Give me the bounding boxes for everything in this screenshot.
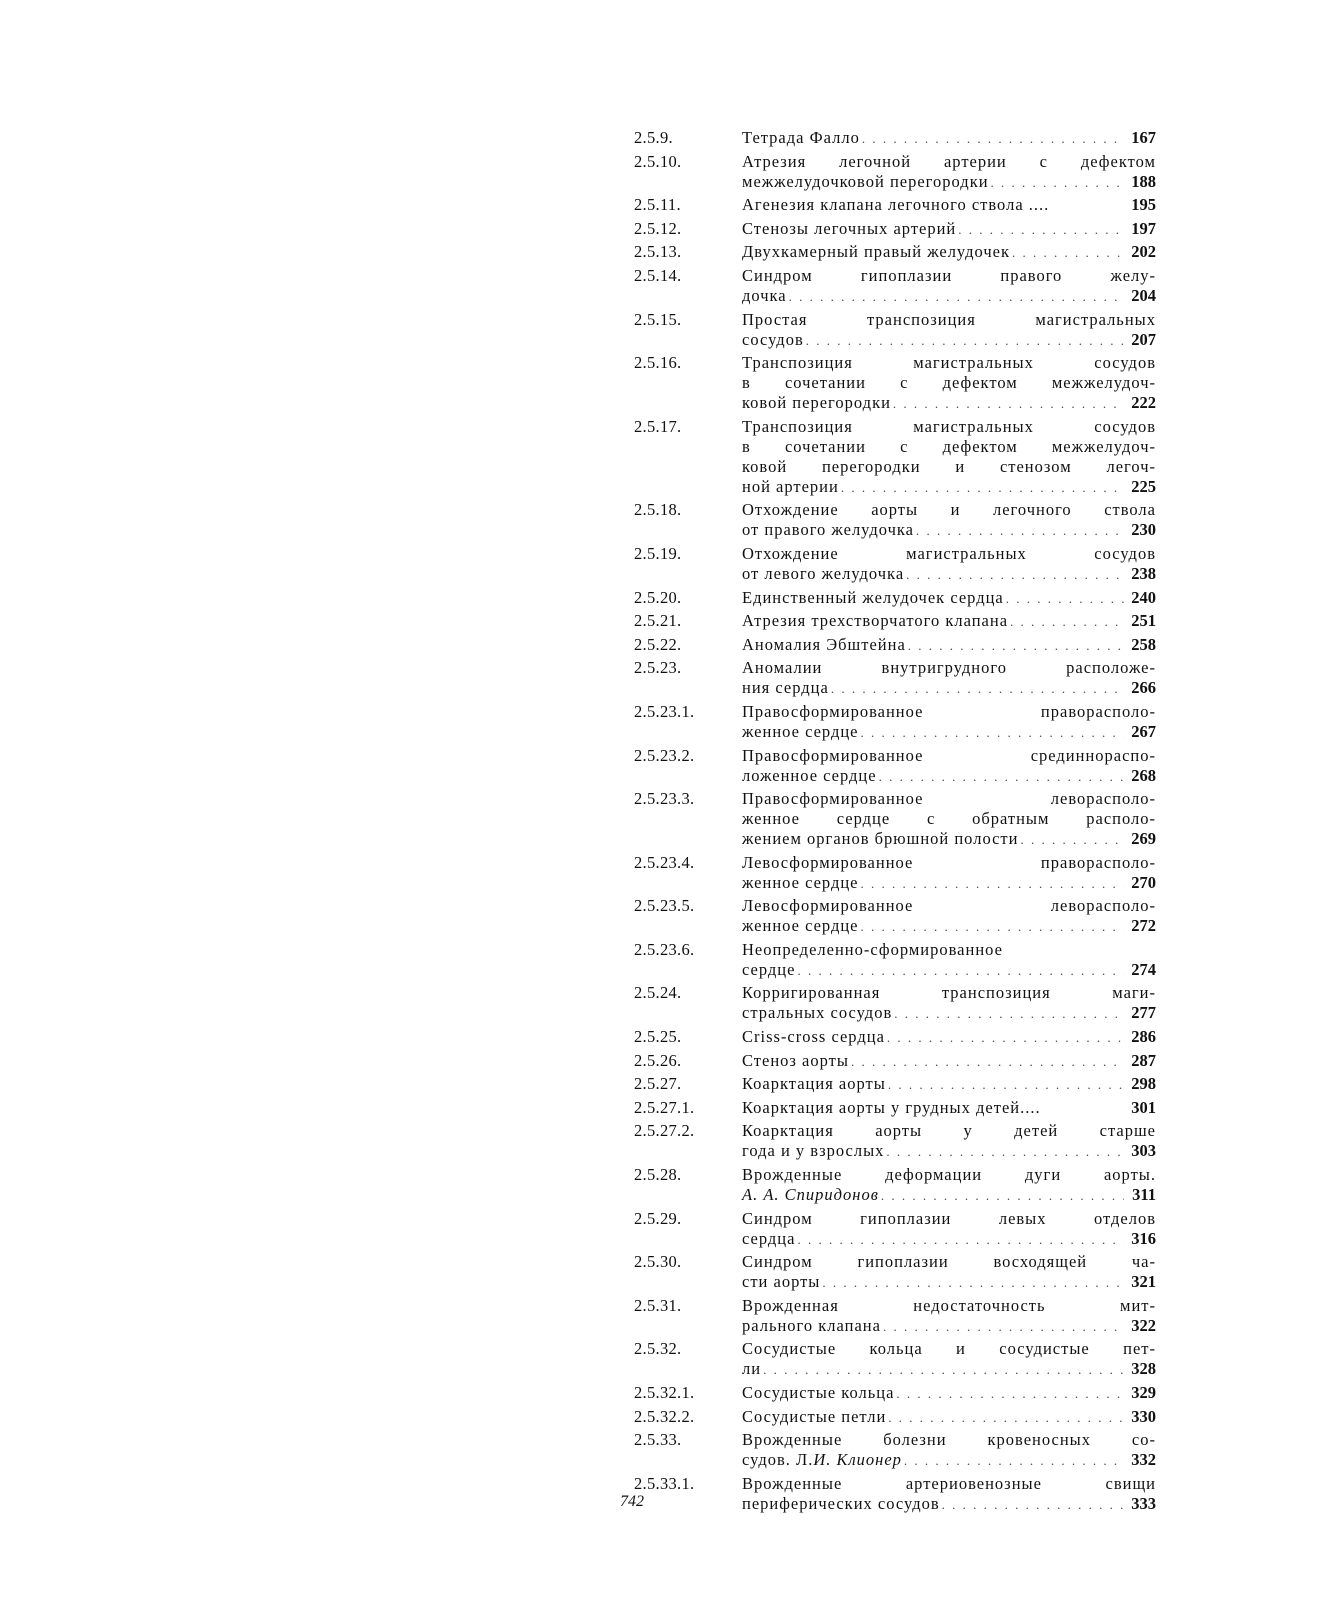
section-number: 2.5.23.1. [634,701,695,721]
title-line: Транспозиция магистральных сосудов [742,353,1156,373]
section-number: 2.5.18. [634,500,682,520]
entry-title [742,853,1156,894]
title-line-final [742,564,1156,585]
toc-entry [634,1383,1156,1404]
toc-entry [634,195,1156,216]
dot-leader [908,636,1124,656]
title-text: ли [742,1359,762,1379]
author-name: И. Клионер [813,1450,902,1470]
dot-leader [822,1273,1124,1293]
title-text: сердца [742,1228,796,1248]
title-text: Коарктация аорты [742,1074,886,1094]
dot-leader [916,521,1124,541]
section-number: 2.5.17. [634,416,682,436]
toc-entry [634,1209,1156,1250]
title-text: ковой перегородки [742,393,891,413]
toc-entry [634,1296,1156,1337]
title-line: Транспозиция магистральных сосудов [742,416,1156,436]
title-line-final [742,1272,1156,1293]
page-reference: 197 [1131,218,1156,238]
title-line-final [742,172,1156,193]
title-line-final [742,588,1156,609]
page-reference: 311 [1132,1185,1156,1205]
entry-title [742,1339,1156,1380]
title-line-final [742,1407,1156,1428]
page-reference: 316 [1131,1228,1156,1248]
toc-entry [634,242,1156,263]
page-reference: 321 [1131,1272,1156,1292]
page-reference: 269 [1131,829,1156,849]
page-reference: 240 [1131,587,1156,607]
title-text: Тетрада Фалло [742,128,860,147]
dot-leader [888,1408,1124,1428]
toc-entry [634,1430,1156,1471]
title-line-final [742,286,1156,307]
section-number: 2.5.27.1. [634,1097,695,1117]
title-line: Отхождение магистральных сосудов [742,543,1156,563]
section-number: 2.5.26. [634,1050,682,1070]
section-number: 2.5.13. [634,242,682,262]
dot-leader [887,1028,1124,1048]
toc-entry [634,611,1156,632]
dot-leader [879,767,1124,787]
page-reference: 272 [1131,916,1156,936]
toc-entry [634,310,1156,351]
dot-leader [942,1495,1124,1515]
dot-leader [1010,612,1124,632]
entry-title [742,195,1156,216]
section-number: 2.5.24. [634,983,682,1003]
dot-leader [851,1052,1124,1072]
entry-title [742,789,1156,850]
title-line: Аномалии внутригрудного расположе- [742,658,1156,678]
title-text: сосудов [742,329,804,349]
page-reference: 286 [1131,1027,1156,1047]
toc-entry [634,353,1156,414]
title-text: женное сердце [742,872,859,892]
toc-entry [634,1474,1156,1515]
author-name: А. А. Спиридонов [742,1185,879,1205]
title-text: Сосудистые петли [742,1406,887,1426]
page-reference: 238 [1131,563,1156,583]
page-reference: 268 [1131,765,1156,785]
title-text: ной артерии [742,476,839,496]
dot-leader [861,874,1125,894]
page-reference: 167 [1131,128,1156,147]
toc-entry [634,544,1156,585]
section-number: 2.5.25. [634,1027,682,1047]
title-line: Левосформированное леворасполо- [742,896,1156,916]
section-number: 2.5.29. [634,1208,682,1228]
section-number: 2.5.27. [634,1074,682,1094]
dot-leader [861,917,1125,937]
page-reference: 222 [1131,393,1156,413]
dot-leader [894,1004,1124,1024]
title-line-final [742,1003,1156,1024]
section-number: 2.5.23.6. [634,939,695,959]
page-reference: 195 [1131,195,1156,215]
dot-leader [841,478,1124,498]
toc-entry [634,1339,1156,1380]
title-text: от левого желудочка [742,563,905,583]
title-text: Сосудистые кольца [742,1383,895,1402]
entry-title [742,746,1156,787]
title-text: Единственный желудочек сердца [742,587,1004,607]
page-reference: 207 [1131,329,1156,349]
page-reference: 333 [1131,1493,1156,1513]
dot-leader [763,1360,1124,1380]
title-line-final [742,873,1156,894]
entry-title [742,310,1156,351]
section-number: 2.5.33.1. [634,1473,695,1493]
title-text: ложенное сердце [742,765,877,785]
entry-title [742,1074,1156,1095]
entry-title [742,353,1156,414]
toc-entry [634,1121,1156,1162]
page-reference: 301 [1131,1097,1156,1117]
toc-entry [634,896,1156,937]
dot-leader [797,1230,1124,1250]
toc-entry [634,983,1156,1024]
page-reference: 274 [1131,959,1156,979]
dot-leader [904,1451,1124,1471]
title-text: рального клапана [742,1315,881,1335]
title-line-final [742,195,1156,216]
title-line: в сочетании с дефектом межжелудоч- [742,373,1156,393]
toc-entry [634,417,1156,498]
section-number: 2.5.23.2. [634,745,695,765]
page-reference: 332 [1131,1450,1156,1470]
entry-title [742,1209,1156,1250]
title-line: Врожденные болезни кровеносных со- [742,1430,1156,1450]
title-line: Синдром гипоплазии левых отделов [742,1208,1156,1228]
section-number: 2.5.21. [634,611,682,631]
section-number: 2.5.28. [634,1165,682,1185]
toc-entry [634,1027,1156,1048]
section-number: 2.5.15. [634,309,682,329]
entry-title [742,658,1156,699]
dot-leader [886,1142,1124,1162]
entry-title [742,611,1156,632]
title-line-final [742,635,1156,656]
entry-title [742,1296,1156,1337]
title-line: Сосудистые кольца и сосудистые пет- [742,1339,1156,1359]
title-line-final [742,1494,1156,1515]
page-reference: 277 [1131,1003,1156,1023]
page-reference: 267 [1131,721,1156,741]
entry-title [742,1252,1156,1293]
dot-leader [831,679,1124,699]
page-reference: 202 [1131,242,1156,262]
section-number: 2.5.32.1. [634,1383,695,1402]
entry-title [742,1051,1156,1072]
page-reference: 303 [1131,1141,1156,1161]
page-reference: 298 [1131,1074,1156,1094]
title-text: Аномалия Эбштейна [742,634,906,654]
title-line: Правосформированное праворасполо- [742,701,1156,721]
entry-title [742,219,1156,240]
page-reference: 230 [1131,520,1156,540]
title-line: Врожденная недостаточность мит- [742,1295,1156,1315]
title-line-final [742,916,1156,937]
page-number: 742 [620,1493,644,1510]
toc-entry [634,219,1156,240]
entry-title [742,1430,1156,1471]
section-number: 2.5.10. [634,151,682,171]
section-number: 2.5.23.4. [634,852,695,872]
title-line: Синдром гипоплазии восходящей ча- [742,1252,1156,1272]
toc-entry [634,152,1156,193]
section-number: 2.5.9. [634,128,673,147]
title-text: судов. Л. [742,1450,814,1470]
page-reference: 322 [1131,1315,1156,1335]
title-line: Атрезия легочной артерии с дефектом [742,151,1156,171]
page-reference: 266 [1131,678,1156,698]
title-line-final [742,128,1156,149]
title-text: женное сердце [742,916,859,936]
entry-title [742,544,1156,585]
title-text: стральных сосудов [742,1003,893,1023]
entry-title [742,588,1156,609]
entry-title [742,896,1156,937]
title-line: Правосформированное срединнораспо- [742,745,1156,765]
title-text: года и у взрослых [742,1141,885,1161]
page-reference: 258 [1131,634,1156,654]
title-line-final [742,1316,1156,1337]
title-line-final [742,1141,1156,1162]
title-text: межжелудочковой перегородки [742,171,989,191]
title-line-final [742,722,1156,743]
title-line-final [742,219,1156,240]
title-line-final [742,1450,1156,1471]
title-line: Левосформированное праворасполо- [742,852,1156,872]
section-number: 2.5.12. [634,218,682,238]
title-text: Агенезия клапана легочного ствола .... [742,195,1050,215]
toc-entry [634,1252,1156,1293]
toc-entry [634,1098,1156,1119]
title-line-final [742,1359,1156,1380]
dot-leader [893,394,1124,414]
title-line-final [742,330,1156,351]
page-reference: 329 [1131,1383,1156,1402]
title-line: Коарктация аорты у детей старше [742,1121,1156,1141]
entry-title [742,940,1156,981]
section-number: 2.5.22. [634,634,682,654]
toc-entry [634,853,1156,894]
entry-title [742,128,1156,149]
title-line: Неопределенно-сформированное [742,939,1003,959]
page-reference: 270 [1131,872,1156,892]
dot-leader [991,173,1124,193]
dot-leader [906,565,1124,585]
entry-title [742,152,1156,193]
dot-leader [896,1384,1124,1404]
section-number: 2.5.23.5. [634,896,695,916]
title-text: сти аорты [742,1272,821,1292]
title-line-final [742,766,1156,787]
section-number: 2.5.32.2. [634,1406,695,1426]
toc-entry [634,658,1156,699]
dot-leader [862,129,1124,149]
title-line: Корригированная транспозиция маги- [742,983,1156,1003]
title-line-final [742,477,1156,498]
title-text: женное сердце [742,721,859,741]
entry-title [742,500,1156,541]
title-line: в сочетании с дефектом межжелудоч- [742,436,1156,456]
toc-entry [634,789,1156,850]
entry-title [742,242,1156,263]
toc-entry [634,702,1156,743]
dot-leader [1006,589,1124,609]
section-number: 2.5.20. [634,587,682,607]
title-line-final [742,1229,1156,1250]
toc-entry [634,266,1156,307]
entry-title [742,266,1156,307]
title-line: Синдром гипоплазии правого желу- [742,265,1156,285]
dot-leader [1012,243,1124,263]
entry-title [742,1027,1156,1048]
title-line-final [742,393,1156,414]
section-number: 2.5.23. [634,658,682,678]
page-reference: 328 [1131,1359,1156,1379]
toc-entry [634,746,1156,787]
section-number: 2.5.23.3. [634,789,695,809]
title-line-final [742,611,1156,632]
title-line-final [742,829,1156,850]
page-reference: 225 [1131,476,1156,496]
title-text: Двухкамерный правый желудочек [742,242,1011,262]
section-number: 2.5.19. [634,543,682,563]
page-reference: 251 [1131,611,1156,631]
page-reference: 330 [1131,1406,1156,1426]
title-line: женное сердце с обратным располо- [742,809,1156,829]
section-number: 2.5.30. [634,1252,682,1272]
title-line: Отхождение аорты и легочного ствола [742,500,1156,520]
title-text: ния сердца [742,678,829,698]
toc-entry [634,1051,1156,1072]
dot-leader [888,1075,1124,1095]
title-text: жением органов брюшной полости [742,829,1019,849]
entry-title [742,1407,1156,1428]
entry-title [742,1474,1156,1515]
title-text: Стенозы легочных артерий [742,218,957,238]
title-text: сердце [742,959,796,979]
title-text: периферических сосудов [742,1493,940,1513]
toc-entry [634,128,1156,149]
section-number: 2.5.33. [634,1430,682,1450]
title-text: Коарктация аорты у грудных детей.... [742,1097,1041,1117]
toc-entry [634,1407,1156,1428]
section-number: 2.5.14. [634,265,682,285]
entry-title [742,983,1156,1024]
toc-entry [634,1074,1156,1095]
title-line: Врожденные артериовенозные свищи [742,1473,1156,1493]
entry-title [742,417,1156,498]
title-line: Простая транспозиция магистральных [742,309,1156,329]
dot-leader [797,961,1124,981]
dot-leader [1020,830,1124,850]
entry-title [742,1098,1156,1119]
dot-leader [881,1186,1124,1206]
entry-title [742,1121,1156,1162]
title-line: Врожденные деформации дуги аорты. [742,1165,1156,1185]
entry-title [742,1383,1156,1404]
dot-leader [883,1317,1124,1337]
dot-leader [789,287,1124,307]
section-number: 2.5.31. [634,1295,682,1315]
title-line-final [742,1185,1156,1206]
section-number: 2.5.11. [634,195,681,215]
title-line-final [742,678,1156,699]
dot-leader [861,723,1125,743]
title-text: Criss-cross сердца [742,1027,885,1047]
section-number: 2.5.27.2. [634,1121,695,1141]
toc-entry [634,500,1156,541]
entry-title [742,702,1156,743]
section-number: 2.5.32. [634,1339,682,1359]
title-text: Стеноз аорты [742,1050,849,1070]
page-reference: 204 [1131,285,1156,305]
title-line-final [742,960,1156,981]
title-line-final [742,1027,1156,1048]
entry-title [742,1165,1156,1206]
title-line-final [742,1098,1156,1119]
title-line-final [742,1051,1156,1072]
table-of-contents [634,128,1156,1517]
entry-title [742,635,1156,656]
title-line-final [742,520,1156,541]
page-reference: 287 [1131,1050,1156,1070]
title-text: дочка [742,285,787,305]
title-line: ковой перегородки и стенозом легоч- [742,456,1156,476]
title-text: от правого желудочка [742,520,914,540]
toc-entry [634,588,1156,609]
toc-entry [634,940,1156,981]
title-line-final [742,1074,1156,1095]
dot-leader [806,331,1124,351]
dot-leader [958,220,1124,240]
page-reference: 188 [1131,171,1156,191]
toc-entry [634,635,1156,656]
title-text: Атрезия трехстворчатого клапана [742,611,1009,631]
toc-entry [634,1165,1156,1206]
title-line: Правосформированное леворасполо- [742,789,1156,809]
section-number: 2.5.16. [634,353,682,373]
title-line-final [742,1383,1156,1404]
title-line-final [742,242,1156,263]
